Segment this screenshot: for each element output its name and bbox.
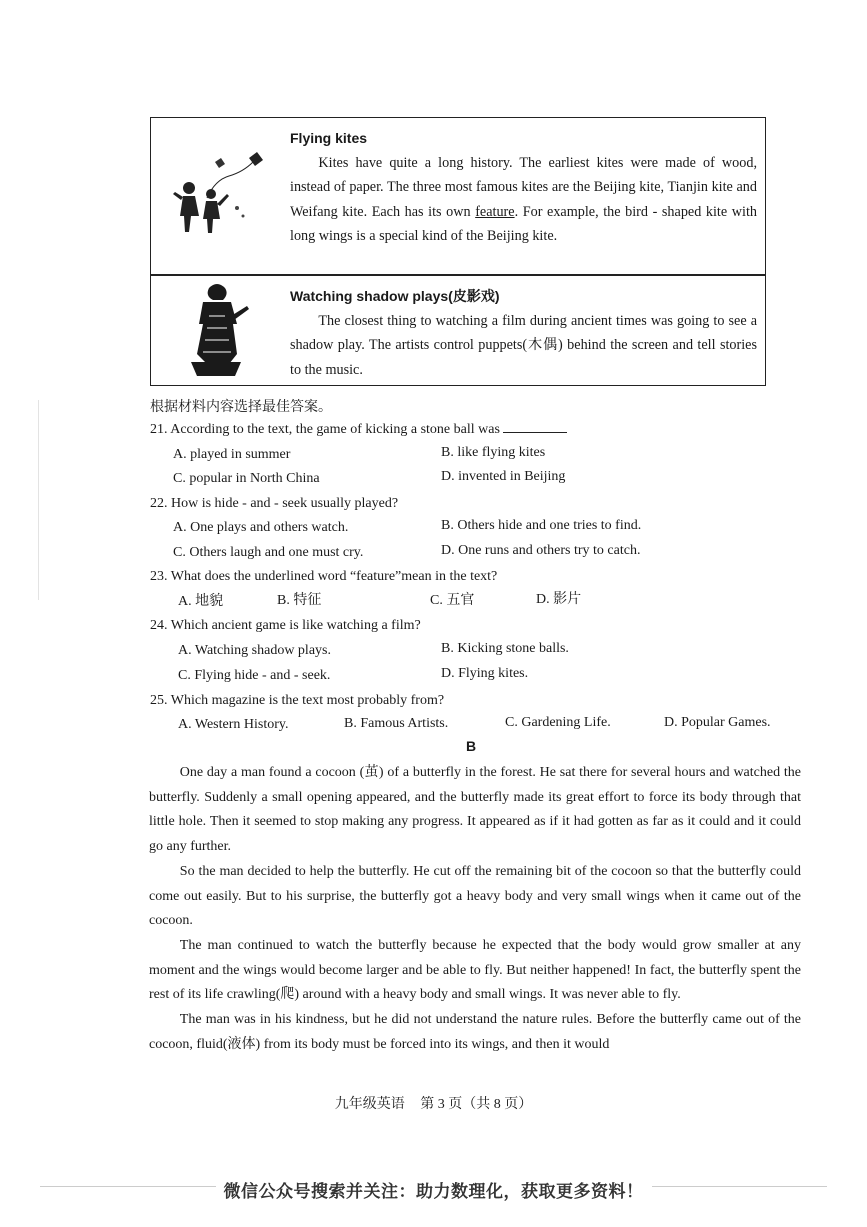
- wechat-banner: [0, 1177, 867, 1202]
- option-21-c[interactable]: C. popular in North China: [173, 471, 320, 486]
- shadow-plays-title: Watching shadow plays(皮影戏): [290, 288, 500, 304]
- option-23-a[interactable]: A. 地貌: [178, 594, 224, 609]
- passage-paragraph-3: The man continued to watch the butterfly because he expected that the body would grow smaller at any moment and the wings would become larger and be able to fly. But neither happened! In fact, the butterfly spent the rest of its life crawling(爬) around with a heavy body and small wings. It was never able to fly.: [149, 937, 801, 1003]
- question-stem: 23. What does the underlined word “feature”mean in the text?: [150, 569, 498, 584]
- option-24-d[interactable]: D. Flying kites.: [441, 666, 529, 681]
- option-23-b[interactable]: B. 特征: [277, 593, 322, 608]
- option-25-b[interactable]: B. Famous Artists.: [344, 716, 449, 731]
- wechat-banner-text: 微信公众号搜索并关注：助力数理化，获取更多资料！: [216, 1182, 652, 1201]
- passage-paragraph-4: The man was in his kindness, but he did not understand the nature rules. Before the butterfly came out of the cocoon, fluid(液体) from its body must be forced into its wings, and then it would: [149, 1012, 801, 1052]
- flying-kites-title: Flying kites: [290, 130, 368, 146]
- footer-grade: 九年级英语: [334, 1097, 405, 1112]
- shadow-plays-text: [290, 284, 757, 382]
- option-25-d[interactable]: D. Popular Games.: [664, 715, 771, 730]
- passage-b: [149, 761, 801, 1057]
- shadow-puppet-image: [151, 276, 281, 385]
- page-footer: [0, 1093, 867, 1113]
- option-21-a[interactable]: A. played in summer: [173, 447, 291, 462]
- passage-paragraph-2: So the man decided to help the butterfly. He cut off the remaining bit of the cocoon so that the butterfly could come out easily. But to his surprise, the butterfly got a heavy body and very small wings when it came out of the cocoon.: [149, 863, 801, 929]
- underlined-word-feature: feature: [475, 203, 515, 220]
- question-21-text: 21. According to the text, the game of kicking a stone ball was: [150, 422, 500, 437]
- option-22-a[interactable]: A. One plays and others watch.: [173, 520, 349, 535]
- answer-blank: [503, 420, 567, 433]
- passage-paragraph-1: One day a man found a cocoon (茧) of a butterfly in the forest. He sat there for several hours and watched the butterfly. Suddenly a small opening appeared, and the butterfly made its great effort to force its body through that little hole. Then it seemed to stop making any progress. It appeared as if it had gotten as far as it could and it could go any further.: [149, 765, 801, 855]
- question-stem: 22. How is hide - and - seek usually played?: [150, 496, 399, 511]
- option-21-b[interactable]: B. like flying kites: [441, 445, 546, 460]
- flying-kites-text: [290, 126, 757, 249]
- option-24-a[interactable]: A. Watching shadow plays.: [178, 643, 331, 658]
- kites-text-part1: Kites have quite a long history. The earliest kites were made of wood, instead of paper. The three most famous kites are the Beijing kite, Tianjin kite and Weifang kite. Each has its own: [290, 154, 757, 220]
- option-25-a[interactable]: A. Western History.: [178, 717, 289, 732]
- option-23-d[interactable]: D. 影片: [536, 592, 582, 607]
- flying-kites-box: [150, 117, 766, 275]
- question-21: [150, 418, 810, 442]
- shadow-plays-box: [150, 275, 766, 386]
- question-24: [150, 614, 810, 638]
- instruction-text: 根据材料内容选择最佳答案。: [150, 400, 332, 415]
- option-24-c[interactable]: C. Flying hide - and - seek.: [178, 668, 331, 683]
- question-25: [150, 689, 810, 713]
- section-b-heading: B: [466, 738, 477, 754]
- footer-page-number: 第 3 页（共 8 页）: [420, 1097, 533, 1112]
- question-stem: 25. Which magazine is the text most probably from?: [150, 693, 445, 708]
- option-24-b[interactable]: B. Kicking stone balls.: [441, 641, 569, 656]
- option-23-c[interactable]: C. 五官: [430, 593, 475, 608]
- flying-kites-body: [290, 151, 757, 249]
- scan-margin-line: [38, 400, 39, 600]
- question-23: [150, 565, 810, 589]
- option-22-c[interactable]: C. Others laugh and one must cry.: [173, 545, 364, 560]
- option-21-d[interactable]: D. invented in Beijing: [441, 469, 566, 484]
- shadow-plays-body: The closest thing to watching a film during ancient times was going to see a shadow play. The artists control puppets(木偶) behind the screen and tell stories to the music.: [290, 312, 757, 378]
- question-22: [150, 492, 810, 516]
- question-stem: [150, 418, 810, 442]
- kite-figures-image: [151, 118, 281, 274]
- option-22-b[interactable]: B. Others hide and one tries to find.: [441, 518, 642, 533]
- question-stem: 24. Which ancient game is like watching a film?: [150, 618, 421, 633]
- option-22-d[interactable]: D. One runs and others try to catch.: [441, 543, 641, 558]
- option-25-c[interactable]: C. Gardening Life.: [505, 715, 611, 730]
- kites-text-part2: . For example, the bird - shaped kite with long wings is a special kind of the Beijing kite.: [290, 203, 757, 244]
